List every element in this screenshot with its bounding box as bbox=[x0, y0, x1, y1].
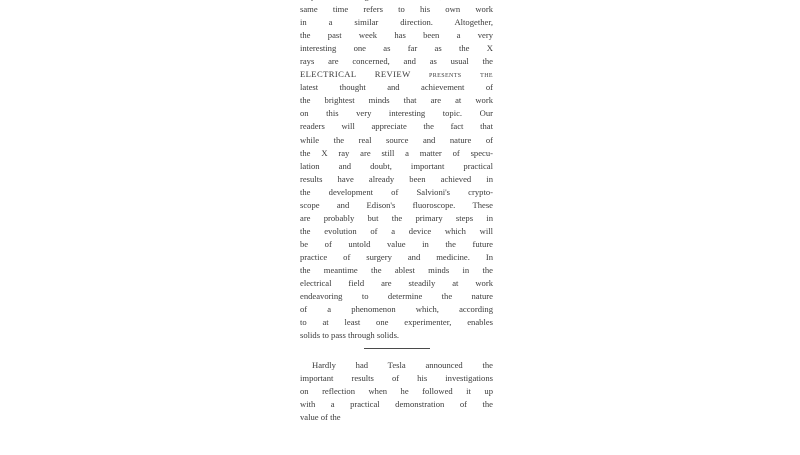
text-line: same time refers to his own work bbox=[300, 4, 493, 15]
text-line: rays are concerned, and as usual the bbox=[300, 56, 493, 67]
text-line: value of the bbox=[300, 412, 341, 423]
text-line: scope and Edison's fluoroscope. These bbox=[300, 199, 493, 210]
section-divider bbox=[364, 348, 430, 349]
text-line: the development of Salvioni's crypto- bbox=[300, 186, 493, 197]
text-line: lation and doubt, important practical bbox=[300, 160, 493, 171]
text-line: while the real source and nature of bbox=[300, 134, 493, 145]
text-line: in a similar direction. Altogether, bbox=[300, 17, 493, 28]
text-line: the meantime the ablest minds in the bbox=[300, 264, 493, 275]
text-line: on reflection when he followed it up bbox=[300, 386, 493, 397]
text-line: the evolution of a device which will bbox=[300, 225, 493, 236]
text-line: to at least one experimenter, enables bbox=[300, 317, 493, 328]
text-line: electrical field are steadily at work bbox=[300, 278, 493, 289]
text-line: Hardly had Tesla announced the bbox=[312, 360, 493, 371]
text-line: be of untold value in the future bbox=[300, 238, 493, 249]
text-line: of a phenomenon which, according bbox=[300, 304, 493, 315]
text-line: latest thought and achievement of bbox=[300, 82, 493, 93]
text-line: the brightest minds that are at work bbox=[300, 95, 493, 106]
text-line: readers will appreciate the fact that bbox=[300, 121, 493, 132]
text-line: endeavoring to determine the nature bbox=[300, 291, 493, 302]
text-line: important results of his investigations bbox=[300, 373, 493, 384]
text-line: interesting one as far as the X bbox=[300, 43, 493, 54]
text-line: ELECTRICAL REVIEW presents the bbox=[300, 69, 493, 80]
text-line: the past week has been a very bbox=[300, 30, 493, 41]
text-line: the X ray are still a matter of specu- bbox=[300, 147, 493, 158]
paragraph-1 bbox=[300, 0, 493, 342]
text-line: practice of surgery and medicine. In bbox=[300, 251, 493, 262]
text-line: results have already been achieved in bbox=[300, 173, 493, 184]
paragraph-2 bbox=[300, 359, 493, 424]
text-line: with a practical demonstration of the bbox=[300, 399, 493, 410]
text-line: on this very interesting topic. Our bbox=[300, 108, 493, 119]
text-line: solids to pass through solids. bbox=[300, 330, 400, 341]
text-line: are probably but the primary steps in bbox=[300, 212, 493, 223]
text-column bbox=[300, 0, 493, 425]
